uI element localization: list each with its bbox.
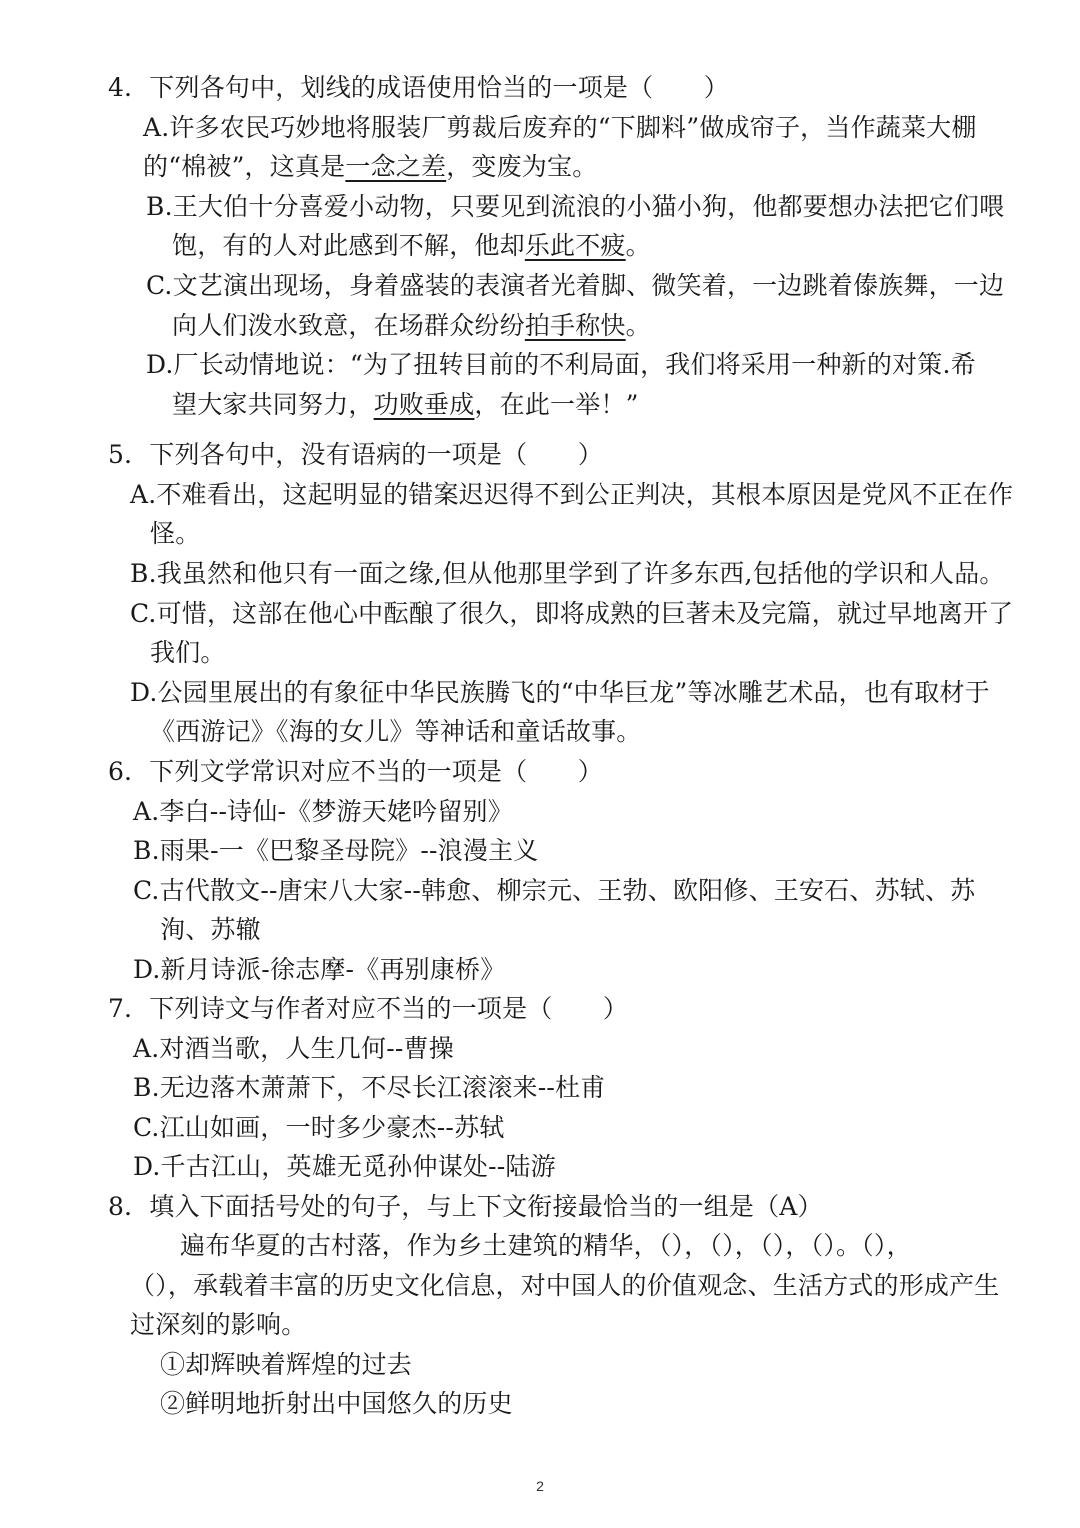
q5-option-b: B.我虽然和他只有一面之缘,但从他那里学到了许多东西,包括他的学识和人品。 (130, 559, 1005, 588)
q8-passage-line2: （），承载着丰富的历史文化信息，对中国人的价值观念、生活方式的形成产生 (130, 1271, 1000, 1300)
q5-option-a-line2: 怪。 (150, 519, 201, 548)
q4-option-b-line2: 饱，有的人对此感到不解，他却乐此不疲。 (172, 231, 651, 260)
q7-option-d: D.千古江山，英雄无觅孙仲谋处--陆游 (133, 1152, 556, 1181)
q4-option-a-line2: 的“棉被”，这真是一念之差，变废为宝。 (143, 152, 598, 181)
q7-option-c: C.江山如画，一时多少豪杰--苏轼 (133, 1113, 505, 1142)
q4-option-b-line1: B.王大伯十分喜爱小动物，只要见到流浪的小猫小狗，他都要想办法把它们喂 (146, 192, 1005, 221)
q5-option-c-line1: C.可惜，这部在他心中酝酿了很久，即将成熟的巨著未及完篇，就过早地离开了 (130, 599, 1014, 628)
page-number: 2 (536, 1478, 544, 1494)
q6-option-c-line2: 洵、苏辙 (160, 915, 261, 944)
q7-option-b: B.无边落木萧萧下，不尽长江滚滚来--杜甫 (133, 1073, 606, 1102)
q7-option-a: A.对酒当歌，人生几何--曹操 (133, 1034, 454, 1063)
q6-option-d: D.新月诗派-徐志摩-《再别康桥》 (133, 955, 506, 984)
q5-option-a-line1: A.不难看出，这起明显的错案迟迟得不到公正判决，其根本原因是党风不正在作 (130, 480, 1014, 509)
q4-underlined-idiom-c: 拍手称快 (524, 311, 626, 340)
q4-option-c-line2: 向人们泼水致意，在场群众纷纷拍手称快。 (172, 311, 651, 340)
q6-stem: 6．下列文学常识对应不当的一项是（ ） (108, 757, 603, 786)
q6-option-b: B.雨果-一《巴黎圣母院》--浪漫主义 (133, 836, 539, 865)
q4-underlined-idiom-a: 一念之差 (345, 152, 447, 181)
q8-sentence-2: ②鲜明地折射出中国悠久的历史 (160, 1389, 513, 1418)
q4-option-c-line1: C.文艺演出现场，身着盛装的表演者光着脚、微笑着，一边跳着傣族舞，一边 (146, 271, 1005, 300)
q4-underlined-idiom-b: 乐此不疲 (524, 231, 626, 260)
q4-option-d-line2: 望大家共同努力，功败垂成，在此一举！” (172, 390, 639, 419)
q8-sentence-1: ①却辉映着辉煌的过去 (160, 1350, 413, 1379)
q4-option-d-line1: D.厂长动情地说：“为了扭转目前的不利局面，我们将采用一种新的对策.希 (146, 350, 976, 379)
q6-option-a: A.李白--诗仙-《梦游天姥吟留别》 (133, 797, 513, 826)
q8-passage-line3: 过深刻的影响。 (130, 1310, 307, 1339)
q7-stem: 7．下列诗文与作者对应不当的一项是（ ） (108, 994, 629, 1023)
q5-option-d-line2: 《西游记》《海的女儿》等神话和童话故事。 (150, 717, 642, 746)
q8-stem: 8．填入下面括号处的句子，与上下文衔接最恰当的一组是（A） (108, 1192, 823, 1221)
q5-option-d-line1: D.公园里展出的有象征中华民族腾飞的“中华巨龙”等冰雕艺术品，也有取材于 (130, 678, 990, 707)
q8-passage-line1: 遍布华夏的古村落，作为乡土建筑的精华，（），（），（），（）。（）， (180, 1231, 912, 1260)
q6-option-c-line1: C.古代散文--唐宋八大家--韩愈、柳宗元、王勃、欧阳修、王安石、苏轼、苏 (133, 876, 976, 905)
q5-option-c-line2: 我们。 (150, 638, 226, 667)
q5-stem: 5．下列各句中，没有语病的一项是（ ） (108, 440, 603, 469)
q4-option-a-line1: A.许多农民巧妙地将服装厂剪裁后废弃的“下脚料”做成帘子，当作蔬菜大棚 (143, 113, 977, 142)
q4-underlined-idiom-d: 功败垂成 (373, 390, 475, 419)
q4-stem: 4．下列各句中，划线的成语使用恰当的一项是（ ） (108, 73, 729, 102)
